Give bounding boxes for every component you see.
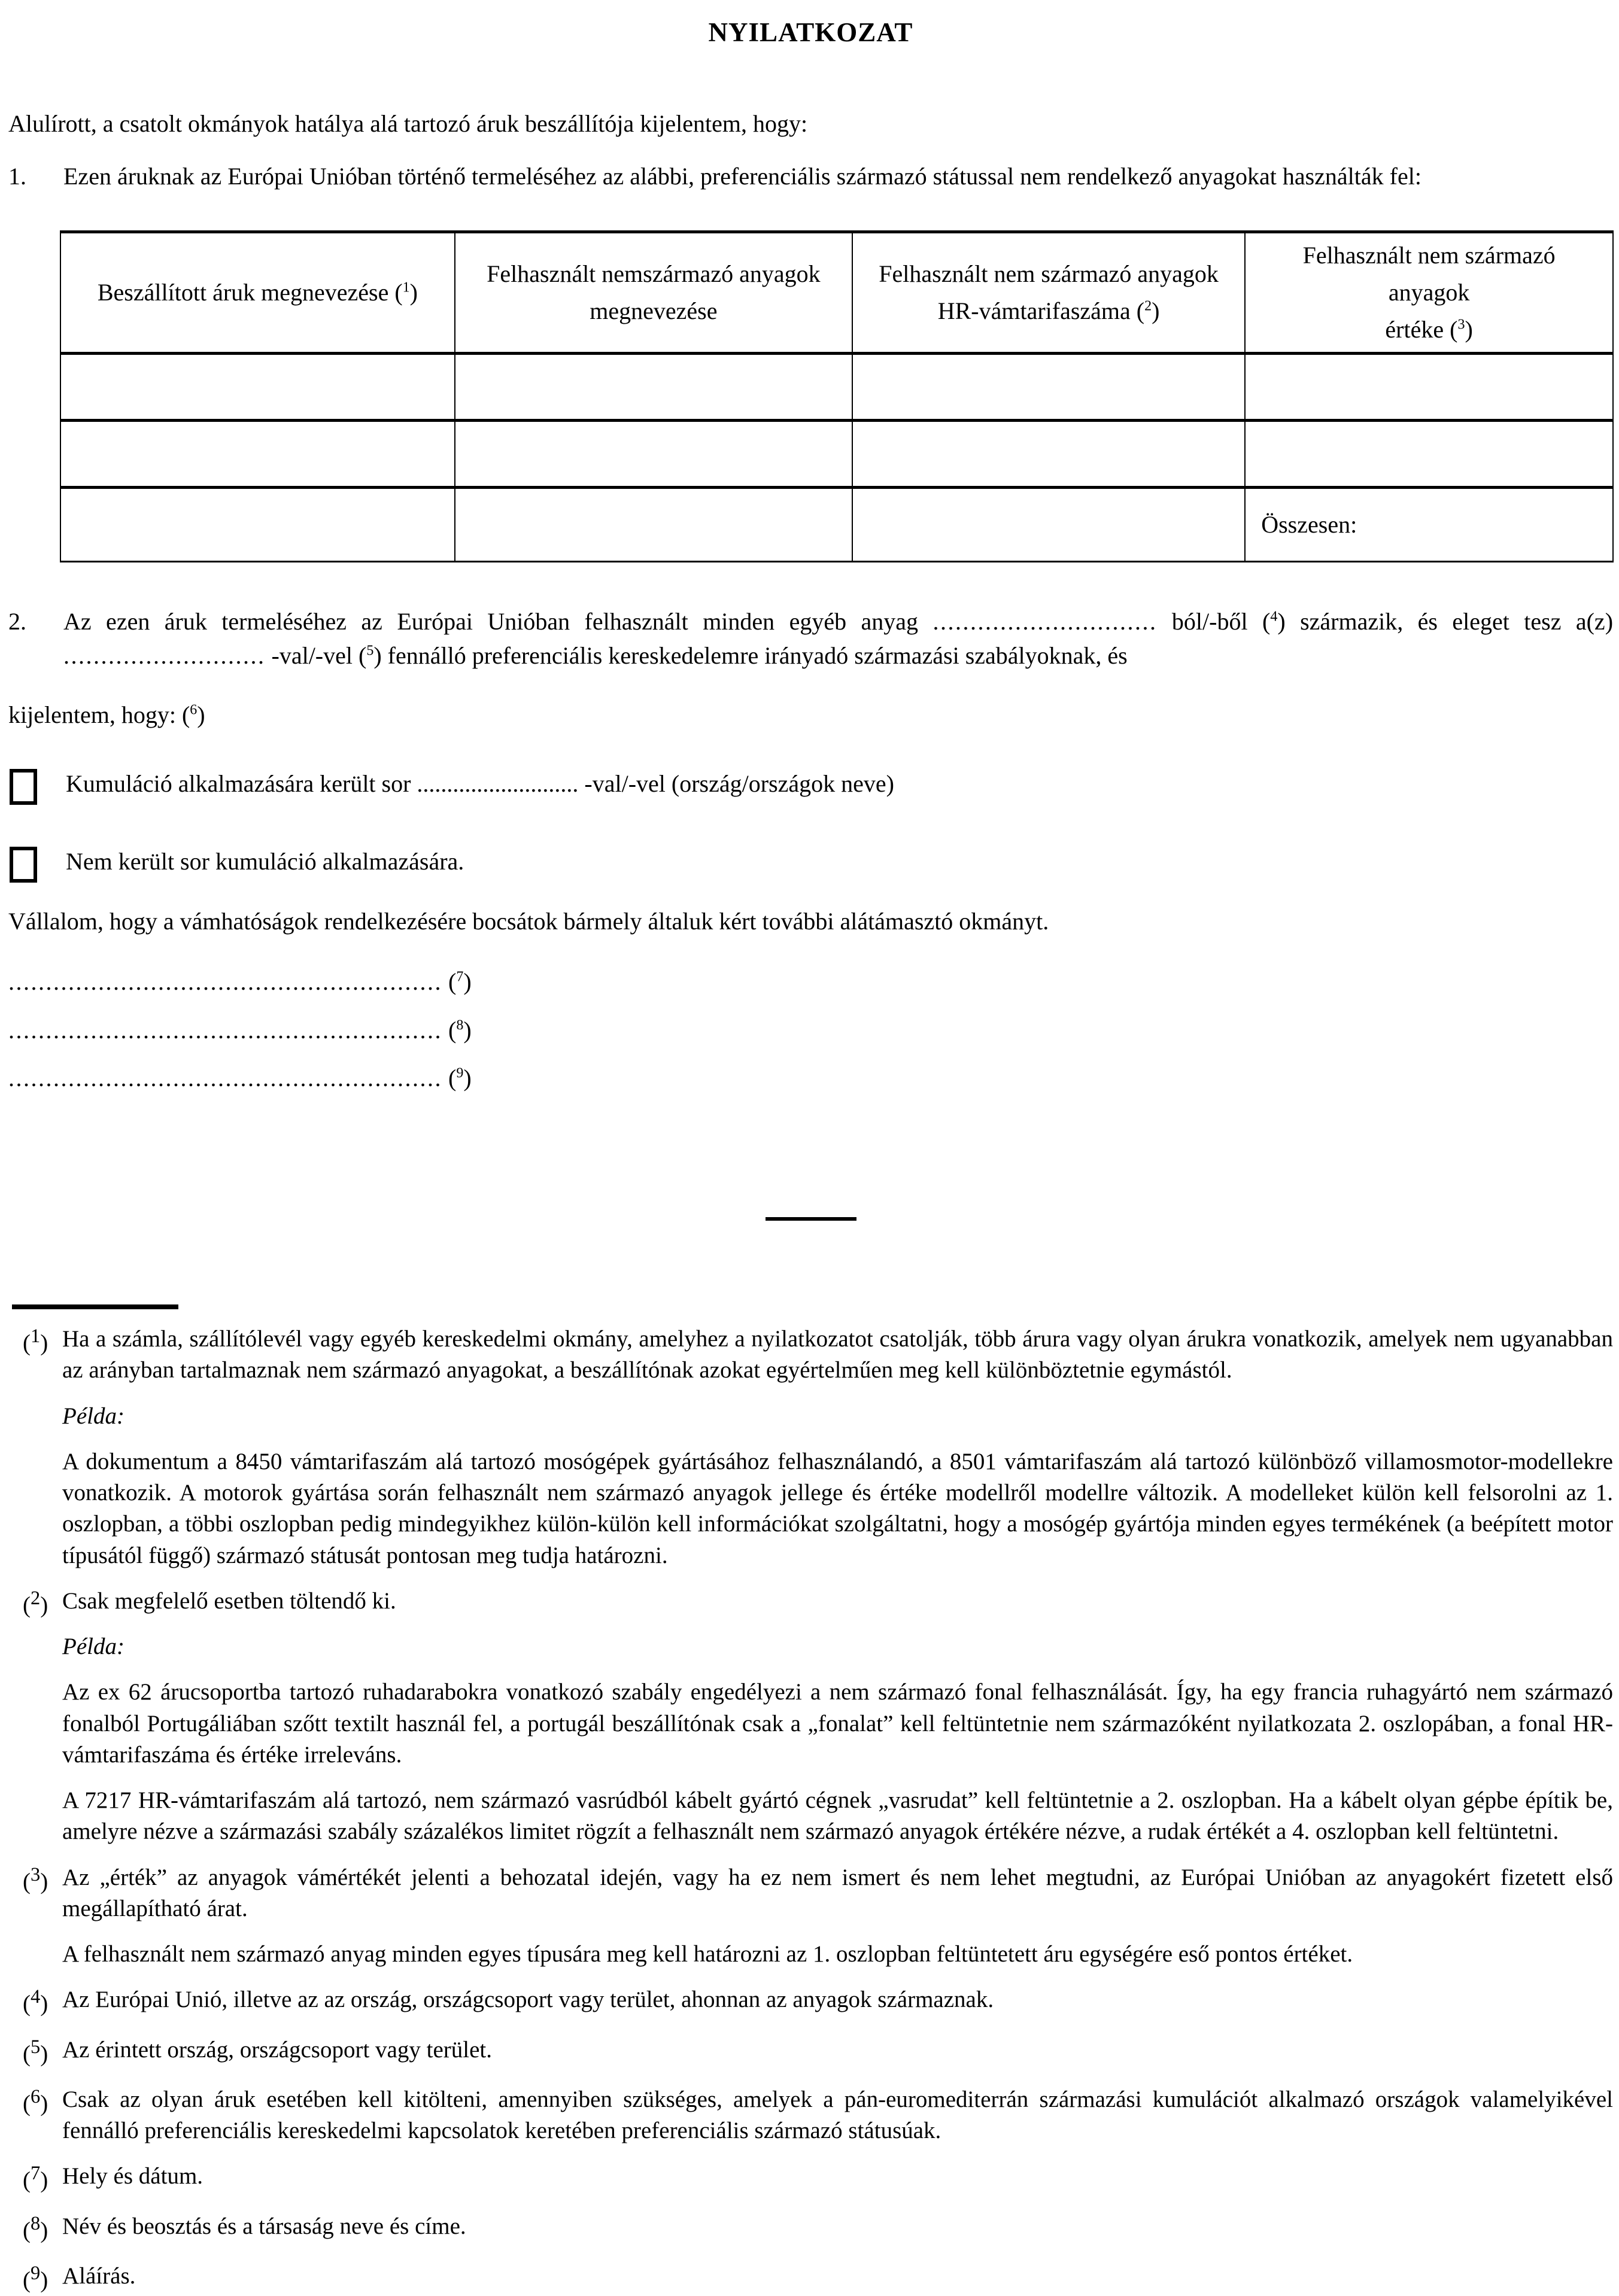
- table-cell-empty[interactable]: [455, 487, 852, 561]
- list-item-1-text: Ezen áruknak az Európai Unióban történő termeléséhez az alábbi, preferenciális származó státussal nem rendelkező anyagokat használták fel:: [63, 162, 1421, 190]
- footnotes-section: [8, 1304, 1613, 2296]
- footnote-3-marker: ($^3$): [23, 1863, 48, 1894]
- signature-line: [8, 1061, 1613, 1095]
- footnote-6-marker: ($^6$): [23, 2085, 48, 2116]
- footnote-6-text: [62, 2084, 1613, 2147]
- undertaking-paragraph: Vállalom, hogy a vámhatóságok rendelkezésére bocsátok bármely általuk kért további alátámasztó okmányt.: [8, 908, 1049, 935]
- table-cell-empty[interactable]: [60, 487, 455, 561]
- example-paragraph: Az ex 62 árucsoportba tartozó ruhadarabokra vonatkozó szabály engedélyezi a nem származó fonal felhasználását. Így, ha egy francia ruhagyártó nem származó fonalból Portugáliában szőtt textilt használ fel, a portugál beszállítónak csak a „fonalat” kell feltüntetnie nem származóként nyilatkozata 2. oszlopában, a fonal HR-vámtarifaszáma és értéke irreleváns.: [62, 1679, 1613, 1768]
- list-item-1-number: 1.: [8, 162, 26, 190]
- total-label-cell[interactable]: Összesen:: [1245, 487, 1613, 561]
- footnote-ref-7: ($^7$): [448, 968, 472, 996]
- header-goods-supplied: Beszállított áruk megnevezése ($^1$): [60, 232, 455, 353]
- footnote-6: [8, 2084, 1613, 2147]
- footnote-1: [8, 1324, 1613, 1571]
- place-date-blank[interactable]: ..........................................................: [8, 968, 442, 996]
- list-item-2-number: 2.: [8, 607, 26, 635]
- page-title: NYILATKOZAT: [708, 17, 913, 47]
- footnote-paragraph: Név és beosztás és a társaság neve és címe.: [62, 2213, 466, 2239]
- footnotes-divider-rule: [12, 1304, 178, 1309]
- footnote-8-marker: ($^8$): [23, 2212, 48, 2243]
- footnote-5-marker: ($^5$): [23, 2036, 48, 2067]
- table-row: [60, 487, 1613, 561]
- footnote-paragraph: Csak az olyan áruk esetében kell kitölteni, amennyiben szükséges, amelyek a pán-euromediterrán származási kumulációt alkalmazó országok valamelyikével fennálló preferenciális kereskedelmi kapcsolatok keretében preferenciális származó státusúak.: [62, 2086, 1613, 2144]
- table-cell-empty[interactable]: [852, 353, 1245, 420]
- footnote-paragraph: A felhasznált nem származó anyag minden egyes típusára meg kell határozni az 1. oszlopban feltüntetett áru egységére eső pontos értéket.: [62, 1941, 1353, 1967]
- footnote-ref-1: ($^1$): [394, 278, 418, 306]
- place-date-line: [8, 965, 1613, 999]
- footnote-paragraph: Hely és dátum.: [62, 2163, 203, 2189]
- example-paragraph: A 7217 HR-vámtarifaszám alá tartozó, nem származó vasrúdból kábelt gyártó cégnek „vasrudat” kell feltüntetnie a 2. oszlopban. Ha a kábelt olyan gépbe építik be, amelyre nézve a származási szabály százalékos limitet rögzít a felhasznált nem származó anyagok értékére nézve, a rudak értékét a 4. oszlopban kell feltüntetni.: [62, 1787, 1613, 1845]
- blank-agreement-country[interactable]: ...........................: [63, 641, 266, 669]
- footnote-3: [8, 1862, 1613, 1970]
- footnote-ref-3: ($^3$): [1450, 315, 1473, 343]
- no-cumulation-checkbox[interactable]: [10, 847, 37, 883]
- list-item-1: [8, 159, 1613, 193]
- table-row: [60, 353, 1613, 420]
- name-position-line: [8, 1013, 1613, 1047]
- footnote-2-marker: ($^2$): [23, 1587, 48, 1618]
- header-materials-description: Felhasznált nemszármazó anyagok megnevezése: [455, 232, 852, 353]
- table-cell-empty[interactable]: [455, 353, 852, 420]
- no-cumulation-label: Nem került sor kumuláció alkalmazására.: [66, 848, 464, 875]
- footnote-1-text: [62, 1324, 1613, 1571]
- table-cell-empty[interactable]: [1245, 353, 1613, 420]
- footnote-9: [8, 2261, 1613, 2296]
- declaration-line: kijelentem, hogy: ($^6$): [8, 701, 205, 729]
- signature-blank[interactable]: ..........................................................: [8, 1064, 442, 1091]
- footnote-7: [8, 2161, 1613, 2196]
- table-cell-empty[interactable]: [852, 420, 1245, 487]
- table-cell-empty[interactable]: [1245, 420, 1613, 487]
- footnote-ref-8: ($^8$): [448, 1016, 472, 1044]
- example-label: Példa:: [62, 1403, 124, 1429]
- footnote-8: [8, 2211, 1613, 2246]
- footnote-ref-6: ($^6$): [181, 701, 205, 729]
- table-cell-empty[interactable]: [60, 420, 455, 487]
- footnote-ref-9: ($^9$): [448, 1064, 472, 1091]
- header-hs-heading: Felhasznált nem származó anyagok HR-vámtarifaszáma ($^2$): [852, 232, 1245, 353]
- example-label: Példa:: [62, 1634, 124, 1660]
- footnote-ref-4: ($^4$): [1262, 607, 1286, 635]
- list-item-2-text: Az ezen áruk termeléséhez az Európai Unióban felhasznált minden egyéb anyag .............................. ból/-ből ($^4$) származik, és eleget tesz a(z) ........................... -val/-vel ($^5$) fennálló preferenciális kereskedelemre irányadó származási szabályoknak, és: [63, 607, 1614, 669]
- footnote-paragraph: Aláírás.: [62, 2262, 136, 2289]
- table-cell-empty[interactable]: [60, 353, 455, 420]
- footnote-paragraph: Az érintett ország, országcsoport vagy terület.: [62, 2036, 492, 2063]
- footnote-paragraph: Ha a számla, szállítólevél vagy egyéb kereskedelmi okmány, amelyhez a nyilatkozatot csatolják, több árura vagy olyan árukra vonatkozik, amelyek nem ugyanabban az arányban tartalmaznak nem származó anyagokat, a beszállítónak azokat egyértelműen meg kell különböztetnie egymástól.: [62, 1326, 1613, 1383]
- footnote-4: [8, 1984, 1613, 2020]
- header-materials-value: Felhasznált nem származó anyagok értéke ($^3$): [1245, 232, 1613, 353]
- footnote-1-marker: ($^1$): [23, 1325, 48, 1357]
- footnote-paragraph: Csak megfelelő esetben töltendő ki.: [62, 1588, 396, 1614]
- footnote-2: [8, 1586, 1613, 1848]
- table-cell-empty[interactable]: [455, 420, 852, 487]
- blank-origin-country[interactable]: ..............................: [932, 607, 1158, 635]
- no-cumulation-option: [8, 844, 1613, 883]
- footnote-paragraph: Az „érték” az anyagok vámértékét jelenti a behozatal idején, vagy ha ez nem ismert és nem lehet megtudni, az Európai Unióban az anyagokért fizetett első megállapítható árat.: [62, 1864, 1613, 1921]
- footnote-5-text: [62, 2035, 1613, 2070]
- footnote-3-text: [62, 1862, 1613, 1970]
- table-cell-empty[interactable]: [852, 487, 1245, 561]
- table-row: [60, 420, 1613, 487]
- footnote-ref-5: ($^5$): [359, 641, 382, 669]
- list-item-2: [8, 604, 1613, 673]
- footnote-5: [8, 2035, 1613, 2070]
- footnote-9-marker: ($^9$): [23, 2262, 48, 2293]
- non-originating-materials-table: [60, 230, 1614, 562]
- name-position-blank[interactable]: ..........................................................: [8, 1016, 442, 1044]
- footnote-9-text: [62, 2261, 1613, 2296]
- table-header-row: [60, 232, 1613, 353]
- footnote-ref-2: ($^2$): [1136, 297, 1160, 324]
- cumulation-applied-option: [8, 767, 1613, 805]
- footnote-7-text: [62, 2161, 1613, 2196]
- footnote-8-text: [62, 2211, 1613, 2246]
- section-separator-rule: [766, 1217, 856, 1221]
- cumulation-applied-label: Kumuláció alkalmazására került sor ........................... -val/-vel (ország/országok neve): [66, 770, 894, 798]
- footnote-7-marker: ($^7$): [23, 2163, 48, 2194]
- footnote-4-marker: ($^4$): [23, 1986, 48, 2017]
- intro-paragraph: Alulírott, a csatolt okmányok hatálya alá tartozó áruk beszállítója kijelentem, hogy:: [8, 110, 808, 138]
- example-paragraph: A dokumentum a 8450 vámtarifaszám alá tartozó mosógépek gyártásához felhasználandó, a 8501 vámtarifaszám alá tartozó különböző villamosmotor-modellekre vonatkozik. A motorok gyártása során felhasznált nem származó anyagok jellege és értéke modellről modellre változik. A modelleket külön kell felsorolni az 1. oszlopban, a többi oszlopban pedig mindegyikhez külön-külön kell információkat szolgáltatni, hogy a mosógép gyártója minden egyes termékének (a beépített motor típusától függő) származó státusát pontosan meg tudja határozni.: [62, 1448, 1613, 1568]
- footnote-4-text: [62, 1984, 1613, 2020]
- footnote-2-text: [62, 1586, 1613, 1848]
- footnote-paragraph: Az Európai Unió, illetve az az ország, országcsoport vagy terület, ahonnan az anyagok származnak.: [62, 1987, 994, 2013]
- cumulation-applied-checkbox[interactable]: [10, 769, 37, 805]
